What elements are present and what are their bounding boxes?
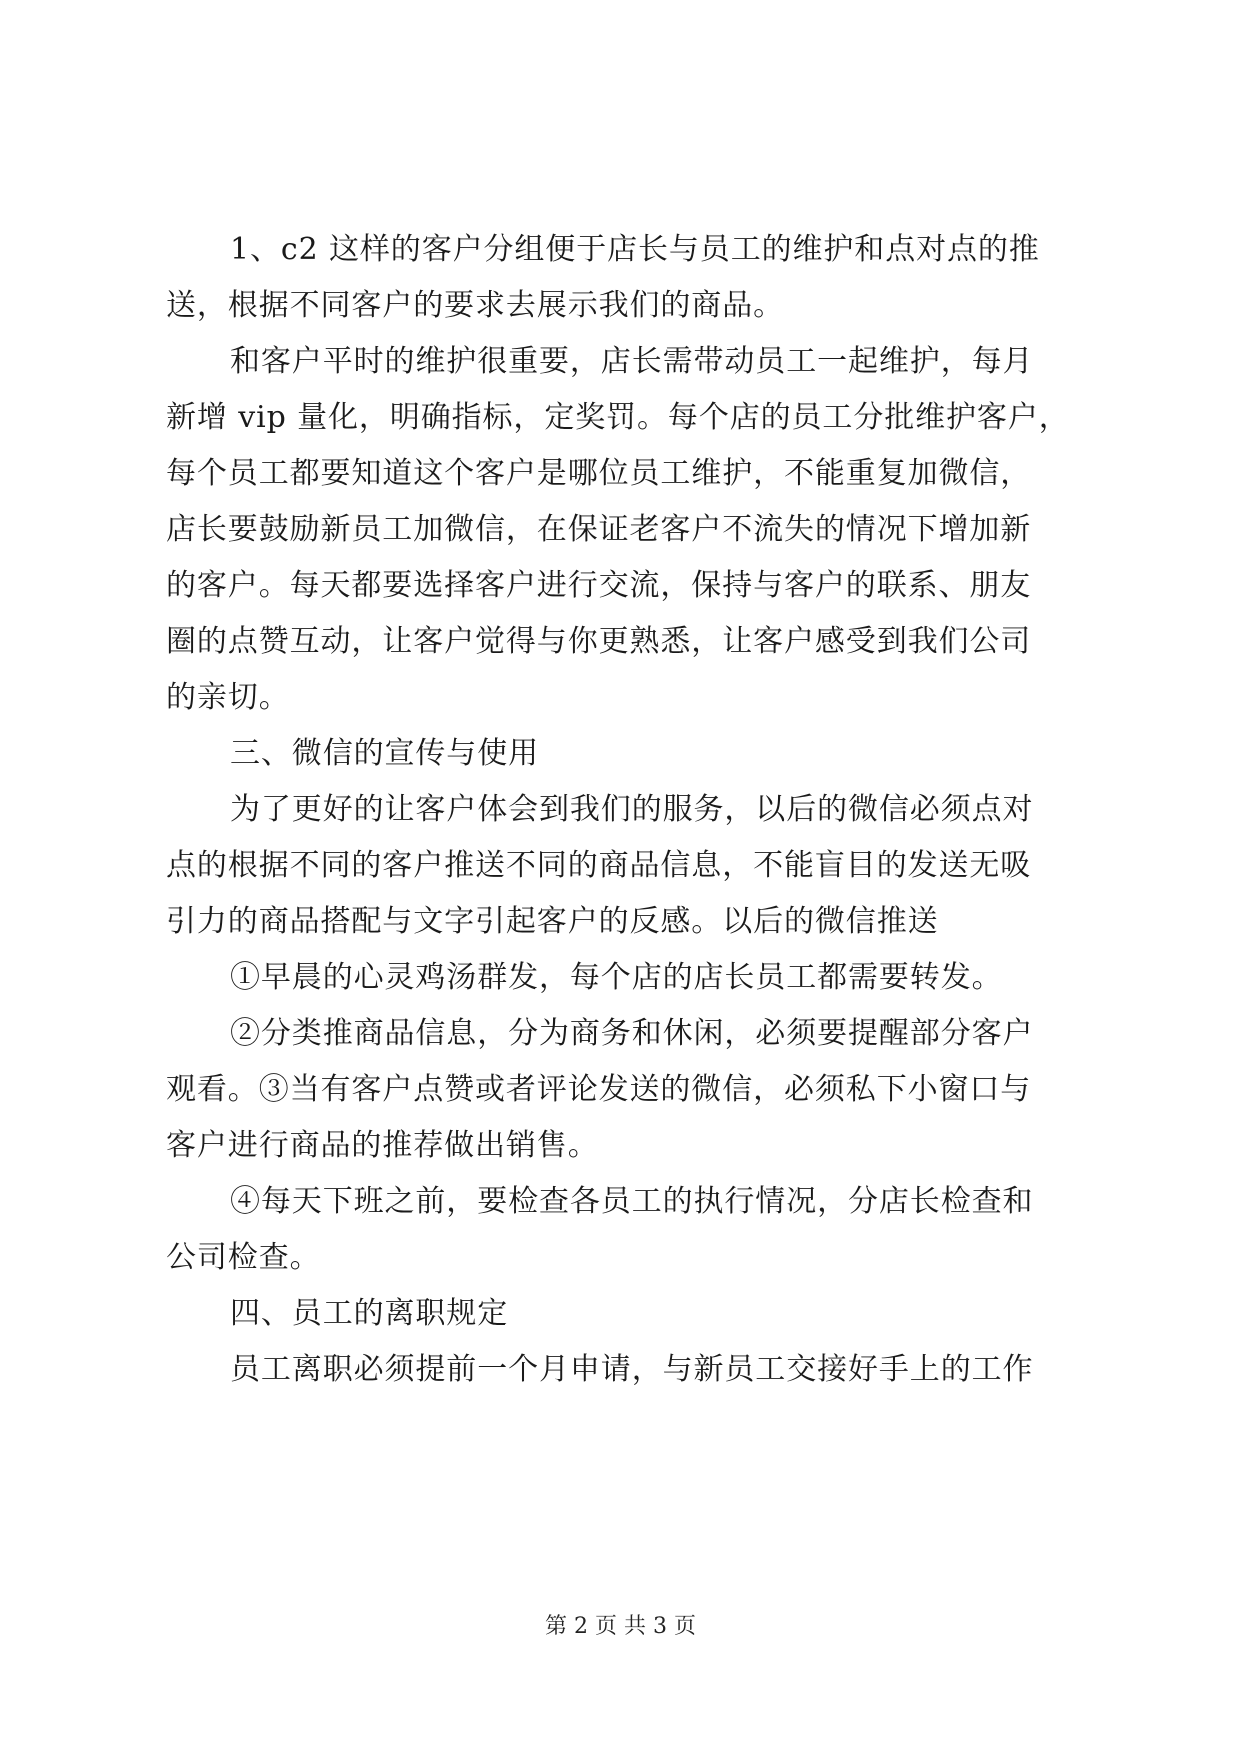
page-number-footer: 第 2 页 共 3 页 [545,1614,696,1639]
text-line: 新增 vip 量化，明确指标，定奖罚。每个店的员工分批维护客户， [166,400,1070,435]
text-line: 客户进行商品的推荐做出销售。 [166,1128,599,1163]
text-line: 为了更好的让客户体会到我们的服务，以后的微信必须点对 [230,792,1034,827]
text-line: 每个员工都要知道这个客户是哪位员工维护，不能重复加微信， [166,456,1032,491]
text-line: 观看。③当有客户点赞或者评论发送的微信，必须私下小窗口与 [166,1072,1032,1107]
text-line: 送，根据不同客户的要求去展示我们的商品。 [166,288,784,323]
text-line: 点的根据不同的客户推送不同的商品信息，不能盲目的发送无吸 [166,848,1032,883]
text-line: 圈的点赞互动，让客户觉得与你更熟悉，让客户感受到我们公司 [166,624,1032,659]
text-line: 员工离职必须提前一个月申请，与新员工交接好手上的工作 [230,1352,1034,1387]
text-line: 引力的商品搭配与文字引起客户的反感。以后的微信推送 [166,904,939,939]
text-line: ①早晨的心灵鸡汤群发，每个店的店长员工都需要转发。 [230,960,1003,995]
text-line: ②分类推商品信息，分为商务和休闲，必须要提醒部分客户 [230,1016,1034,1051]
section-heading: 四、员工的离职规定 [230,1296,509,1331]
text-line: 公司检查。 [166,1240,321,1275]
text-line: 的亲切。 [166,680,290,715]
section-heading: 三、微信的宣传与使用 [230,736,539,771]
text-line: ④每天下班之前，要检查各员工的执行情况，分店长检查和 [230,1184,1034,1219]
text-line: 和客户平时的维护很重要，店长需带动员工一起维护，每月 [230,344,1034,379]
text-line: 的客户。每天都要选择客户进行交流，保持与客户的联系、朋友 [166,568,1032,603]
text-line: 1、c2 这样的客户分组便于店长与员工的维护和点对点的推 [230,232,1040,267]
text-line: 店长要鼓励新员工加微信，在保证老客户不流失的情况下增加新 [166,512,1032,547]
